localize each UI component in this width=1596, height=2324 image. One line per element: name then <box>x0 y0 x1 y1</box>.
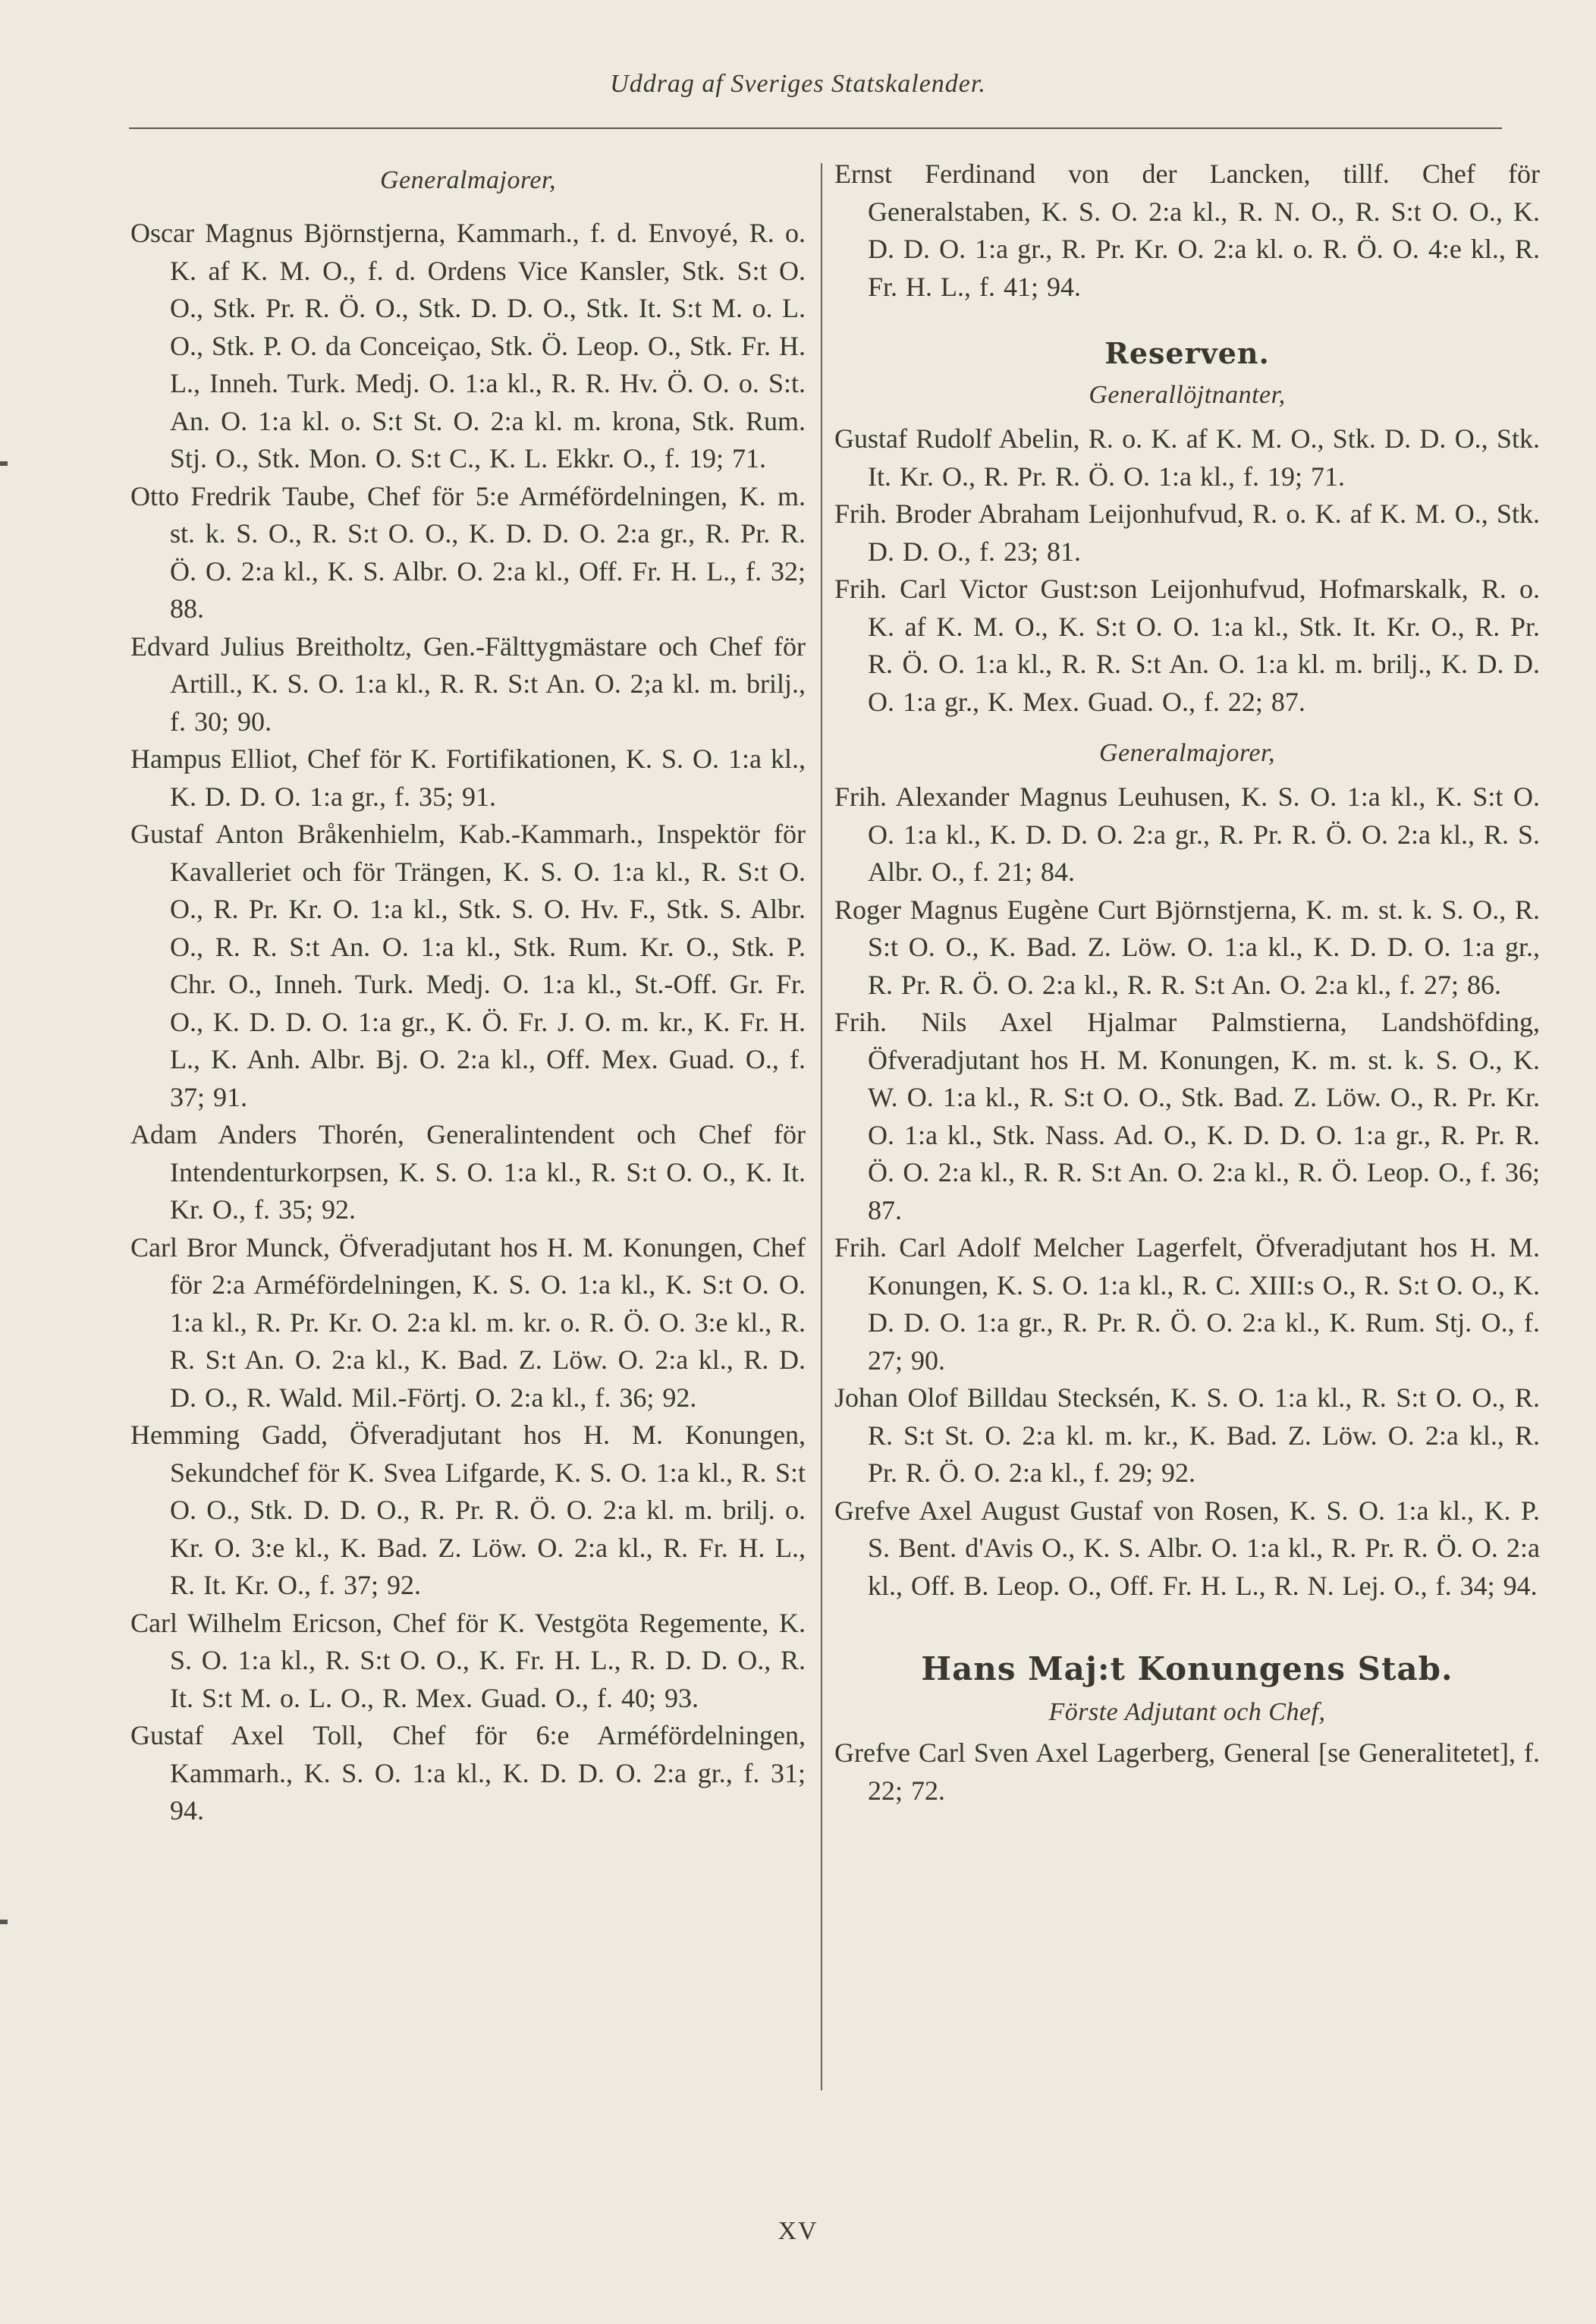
biography-entry: Adam Anders Thorén, Generalintendent och Chef för Intendenturkorpsen, K. S. O. 1:a kl., R. S:t O. O., K. It. Kr. O., f. 35; 92. <box>130 1119 806 1225</box>
biography-entry: Hampus Elliot, Chef för K. Fortifikationen, K. S. O. 1:a kl., K. D. D. O. 1:a gr., f. 35; 91. <box>130 744 806 812</box>
margin-mark <box>0 1920 8 1924</box>
biography-entry: Ernst Ferdinand von der Lancken, tillf. Chef för Generalstaben, K. S. O. 2:a kl., R. N. O., R. S:t O. O., K. D. D. O. 1:a gr., R. Pr. Kr. O. 2:a kl. o. R. Ö. O. 4:e kl., R. Fr. H. L., f. 41; 94. <box>834 159 1540 302</box>
biography-entry: Grefve Axel August Gustaf von Rosen, K. S. O. 1:a kl., K. P. S. Bent. d'Avis O., K. S. Albr. O. 1:a kl., R. Pr. R. Ö. O. 2:a kl., Off. B. Leop. O., Off. Fr. H. L., R. N. Lej. O., f. 34; 94. <box>834 1495 1540 1601</box>
column-divider <box>821 163 822 2090</box>
biography-entry: Gustaf Rudolf Abelin, R. o. K. af K. M. O., Stk. D. D. O., Stk. It. Kr. O., R. Pr. R. Ö. O. 1:a kl., f. 19; 71. <box>834 423 1540 492</box>
biography-entry: Frih. Nils Axel Hjalmar Palmstierna, Landshöfding, Öfveradjutant hos H. M. Konungen, K. m. st. k. S. O., K. W. O. 1:a kl., R. S:t O. O., Stk. Bad. Z. Löw. O., R. Pr. Kr. O. 1:a kl., Stk. Nass. Ad. O., K. D. D. O. 1:a gr., R. Pr. R. Ö. O. 2:a kl., R. R. S:t An. O. 2:a kl., R. Ö. Leop. O., f. 36; 87. <box>834 1007 1540 1225</box>
biography-entry: Grefve Carl Sven Axel Lagerberg, General [se Generalitetet], f. 22; 72. <box>834 1737 1540 1806</box>
section-title-reserven: Reserven. <box>1104 336 1270 370</box>
biography-entry: Frih. Broder Abraham Leijonhufvud, R. o. K. af K. M. O., Stk. D. D. O., f. 23; 81. <box>834 498 1540 567</box>
biography-entry: Roger Magnus Eugène Curt Björnstjerna, K. m. st. k. S. O., R. S:t O. O., K. Bad. Z. Löw. O. 1:a kl., K. D. D. O. 1:a gr., R. Pr. R. Ö. O. 2:a kl., R. R. S:t An. O. 2:a kl., f. 27; 86. <box>834 894 1540 1000</box>
biography-entry: Hemming Gadd, Öfveradjutant hos H. M. Konungen, Sekundchef för K. Svea Lifgarde, K. S. O. 1:a kl., R. S:t O. O., Stk. D. D. O., R. Pr. R. Ö. O. 2:a kl. m. brilj. o. Kr. O. 3:e kl., K. Bad. Z. Löw. O. 2:a kl., R. Fr. H. L., R. It. Kr. O., f. 37; 92. <box>130 1420 806 1600</box>
biography-entry: Carl Wilhelm Ericson, Chef för K. Vestgöta Regemente, K. S. O. 1:a kl., R. S:t O. O., K. Fr. H. L., R. D. D. O., R. It. S:t M. o. L. O., R. Mex. Guad. O., f. 40; 93. <box>130 1607 806 1713</box>
subheading-forste-adjutant: Förste Adjutant och Chef, <box>1048 1698 1326 1726</box>
biography-entry: Otto Fredrik Taube, Chef för 5:e Arméfördelningen, K. m. st. k. S. O., R. S:t O. O., K. D. D. O. 2:a gr., R. Pr. R. Ö. O. 2:a kl., K. S. Albr. O. 2:a kl., Off. Fr. H. L., f. 32; 88. <box>130 480 806 624</box>
right-column <box>834 156 1540 1810</box>
subheading-generalmajorer: Generalmajorer, <box>380 166 556 194</box>
margin-mark <box>0 461 8 466</box>
biography-entry: Gustaf Anton Bråkenhielm, Kab.-Kammarh., Inspektör för Kavalleriet och för Trängen, K. S. O. 1:a kl., R. S:t O. O., R. Pr. Kr. O. 1:a kl., Stk. S. O. Hv. F., Stk. S. Albr. O., R. R. S:t An. O. 1:a kl., Stk. Rum. Kr. O., Stk. P. Chr. O., Inneh. Turk. Medj. O. 1:a kl., St.-Off. Gr. Fr. O., K. D. D. O. 1:a gr., K. Ö. Fr. J. O. m. kr., K. Fr. H. L., K. Anh. Albr. Bj. O. 2:a kl., Off. Mex. Guad. O., f. 37; 91. <box>130 819 806 1112</box>
entry-list <box>130 215 806 1830</box>
biography-entry: Edvard Julius Breitholtz, Gen.-Fälttygmästare och Chef för Artill., K. S. O. 1:a kl., R. R. S:t An. O. 2;a kl. m. brilj., f. 30; 90. <box>130 631 806 737</box>
biography-entry: Frih. Carl Adolf Melcher Lagerfelt, Öfveradjutant hos H. M. Konungen, K. S. O. 1:a kl., R. C. XIII:s O., R. S:t O. O., K. D. D. O. 1:a gr., R. Pr. R. Ö. O. 2:a kl., K. Rum. Stj. O., f. 27; 90. <box>834 1232 1540 1376</box>
biography-entry: Carl Bror Munck, Öfveradjutant hos H. M. Konungen, Chef för 2:a Arméfördelningen, K. S. O. 1:a kl., K. S:t O. O. 1:a kl., R. Pr. Kr. O. 2:a kl. m. kr. o. R. Ö. O. 3:e kl., R. R. S:t An. O. 2:a kl., K. Bad. Z. Löw. O. 2:a kl., R. D. D. O., R. Wald. Mil.-Förtj. O. 2:a kl., f. 36; 92. <box>130 1231 806 1413</box>
left-column <box>130 156 806 1830</box>
subheading-generalmajorer-reserve: Generalmajorer, <box>1099 739 1275 767</box>
biography-entry: Johan Olof Billdau Stecksén, K. S. O. 1:a kl., R. S:t O. O., R. R. S:t St. O. 2:a kl. m. kr., K. Bad. Z. Löw. O. 2:a kl., R. Pr. R. Ö. O. 2:a kl., f. 29; 92. <box>834 1382 1540 1488</box>
biography-entry: Gustaf Axel Toll, Chef för 6:e Arméfördelningen, Kammarh., K. S. O. 1:a kl., K. D. D. O. 2:a gr., f. 31; 94. <box>130 1720 806 1826</box>
biography-entry: Frih. Carl Victor Gust:son Leijonhufvud, Hofmarskalk, R. o. K. af K. M. O., K. S:t O. O. 1:a kl., Stk. It. Kr. O., R. Pr. R. Ö. O. 1:a kl., R. R. S:t An. O. 1:a kl. m. brilj., K. D. D. O. 1:a gr., K. Mex. Guad. O., f. 22; 87. <box>834 574 1540 717</box>
header-rule <box>129 127 1502 129</box>
page-number: XV <box>778 2217 818 2245</box>
running-head: Uddrag af Sveriges Statskalender. <box>610 70 986 98</box>
biography-entry: Frih. Alexander Magnus Leuhusen, K. S. O. 1:a kl., K. S:t O. O. 1:a kl., K. D. D. O. 2:a gr., R. Pr. R. Ö. O. 2:a kl., R. S. Albr. O., f. 21; 84. <box>834 781 1540 887</box>
biography-entry: Oscar Magnus Björnstjerna, Kammarh., f. d. Envoyé, R. o. K. af K. M. O., f. d. Ordens Vice Kansler, Stk. S:t O. O., Stk. Pr. R. Ö. O., Stk. D. D. O., Stk. It. S:t M. o. L. O., Stk. P. O. da Conceiçao, Stk. Ö. Leop. O., Stk. Fr. H. L., Inneh. Turk. Medj. O. 1:a kl., R. R. Hv. Ö. O. o. S:t. An. O. 1:a kl. o. S:t St. O. 2:a kl. m. krona, Stk. Rum. Stj. O., Stk. Mon. O. S:t C., K. L. Ekkr. O., f. 19; 71. <box>130 218 806 473</box>
subheading-generallojtnanter: Generallöjtnanter, <box>1089 381 1286 409</box>
section-title-konungens-stab: Hans Maj:t Konungens Stab. <box>921 1650 1453 1687</box>
